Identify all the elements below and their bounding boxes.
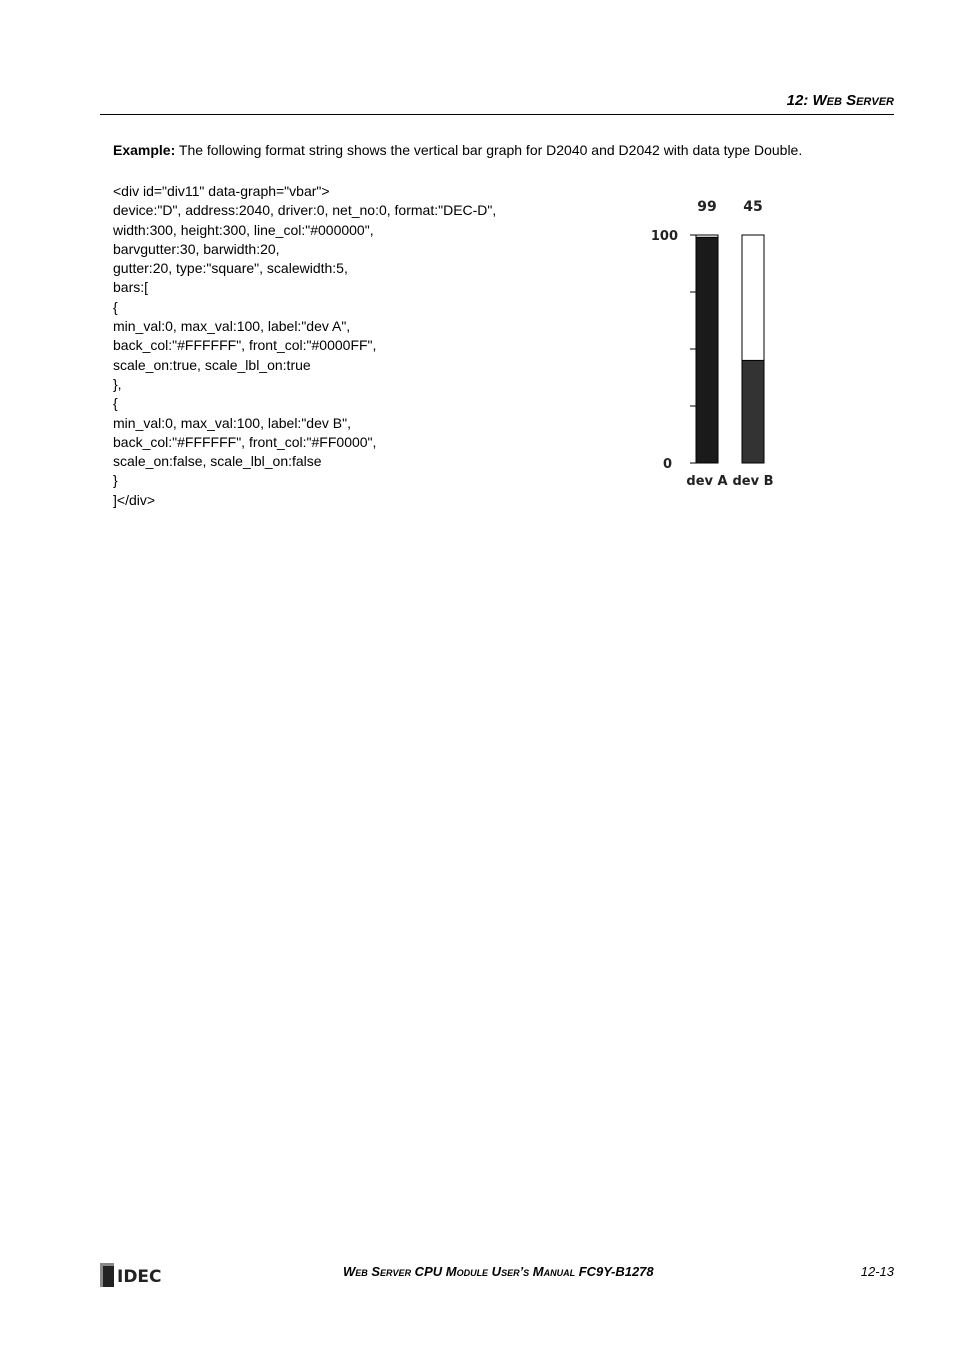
header-rule [100,114,894,115]
category-label: dev B [732,474,774,489]
code-line: <div id="div11" data-graph="vbar"> [113,183,330,199]
example-paragraph [113,142,802,158]
code-line: } [113,472,118,489]
code-line: scale_on:false, scale_lbl_on:false [113,453,322,470]
bar [696,237,718,463]
value-label: 45 [743,199,763,215]
format-string-code [113,182,496,510]
scale-label: 0 [662,457,672,472]
code-line: bars:[ [113,279,149,296]
code-line: min_val:0, max_val:100, label:"dev B", [113,414,351,431]
idec-logo [100,1263,170,1287]
code-line: width:300, height:300, line_col:"#000000", [113,221,374,238]
logo-text: IDEC [117,1267,162,1287]
manual-title: Web Server CPU Module User’s Manual FC9Y-B1278 [343,1264,654,1279]
scale-label: 100 [650,229,678,244]
code-line: barvgutter:30, barwidth:20, [113,240,280,257]
code-line: back_col:"#FFFFFF", front_col:"#0000FF", [113,337,377,354]
bar [742,360,764,463]
value-label: 99 [697,199,717,215]
vertical-bar-graph [640,190,800,500]
category-label: dev A [686,474,728,489]
section-title: 12: Web Server [786,92,894,109]
code-line: device:"D", address:2040, driver:0, net_no:0, format:"DEC-D", [113,202,497,219]
code-line: { [113,395,118,412]
code-line: scale_on:true, scale_lbl_on:true [113,356,311,373]
code-line: min_val:0, max_val:100, label:"dev A", [113,318,351,335]
page-number: 12-13 [860,1264,894,1279]
code-line: { [113,298,118,315]
code-line: gutter:20, type:"square", scalewidth:5, [113,260,348,277]
code-line: back_col:"#FFFFFF", front_col:"#FF0000", [113,433,377,450]
code-line: ]</div> [113,491,156,508]
example-text: The following format string shows the vertical bar graph for D2040 and D2042 with data type Double. [175,142,803,158]
example-label: Example: [113,142,176,158]
code-line: }, [113,375,122,392]
